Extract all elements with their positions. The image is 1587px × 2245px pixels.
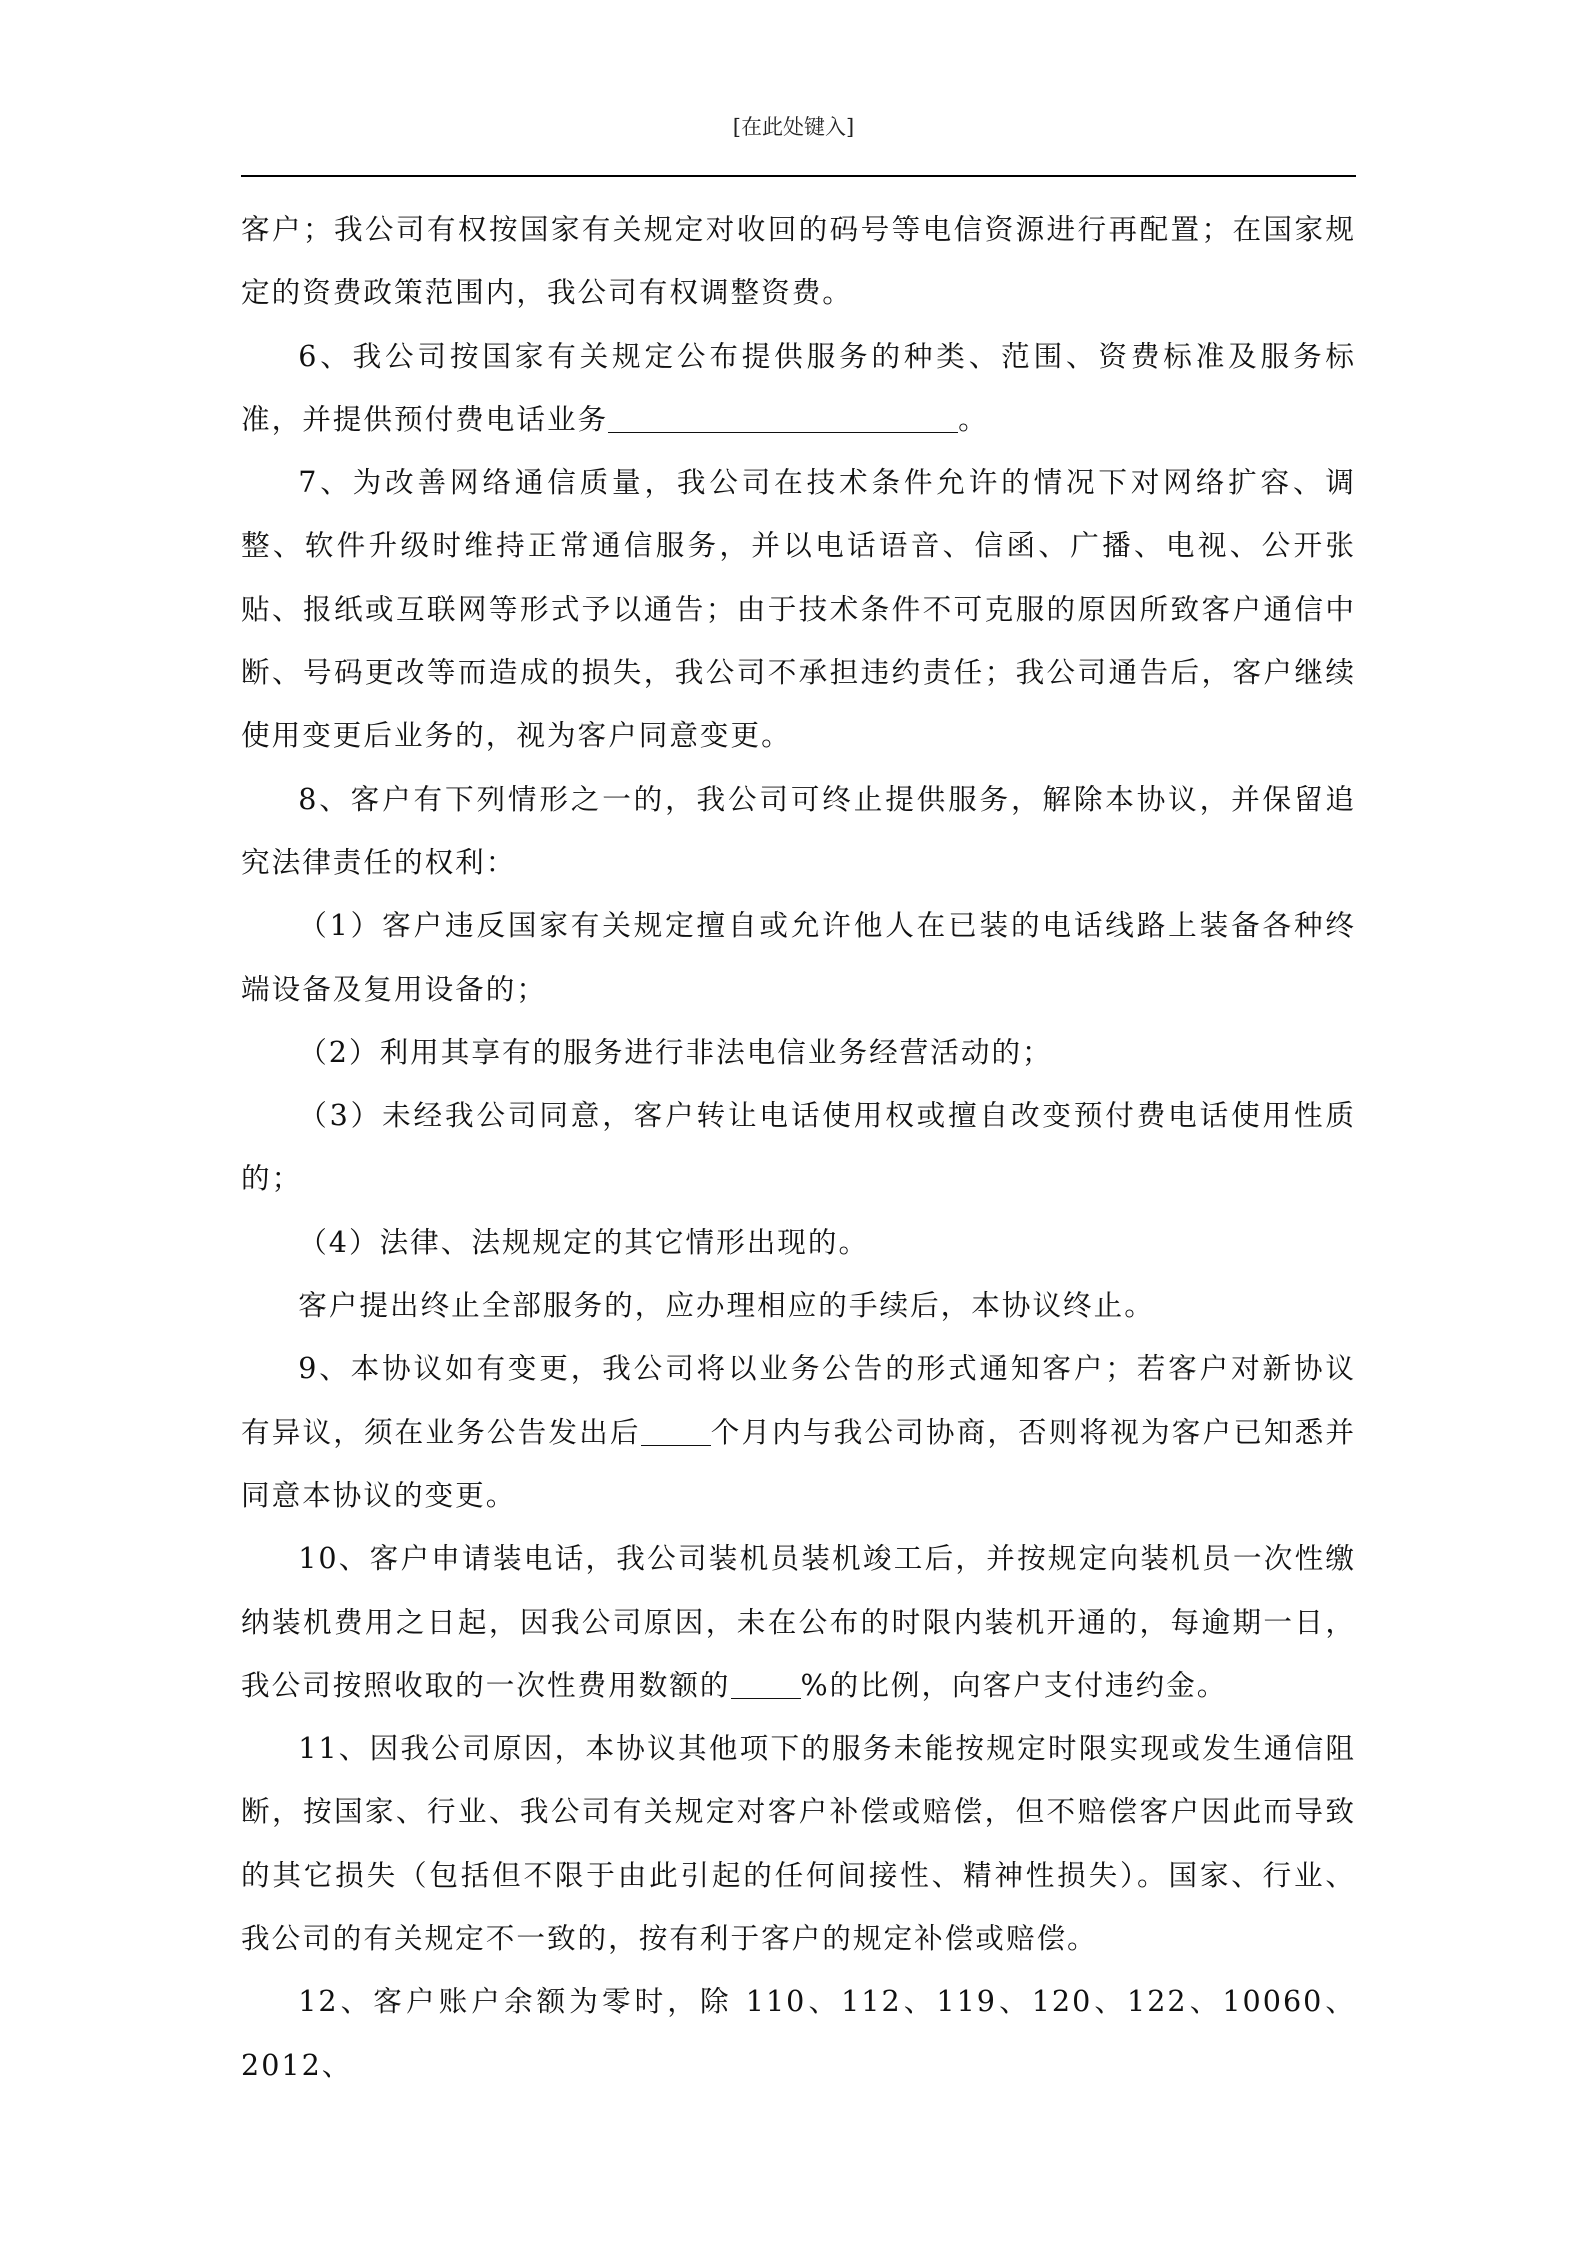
paragraph-6-text: 6、我公司按国家有关规定公布提供服务的种类、范围、资费标准及服务标准，并提供预付费电话业务	[241, 338, 1356, 436]
fill-in-blank	[731, 1668, 801, 1699]
paragraph-7: 7、为改善网络通信质量，我公司在技术条件允许的情况下对网络扩容、调整、软件升级时维持正常通信服务，并以电话语音、信函、广播、电视、公开张贴、报纸或互联网等形式予以通告；由于技术条件不可克服的原因所致客户通信中断、号码更改等而造成的损失，我公司不承担违约责任；我公司通告后，客户继续使用变更后业务的，视为客户同意变更。	[241, 465, 1356, 753]
fill-in-blank	[608, 402, 958, 433]
document-body	[241, 198, 1356, 2097]
paragraph-8-item-2: （2）利用其享有的服务进行非法电信业务经营活动的；	[298, 1034, 1053, 1069]
paragraph-10	[241, 1527, 1356, 1717]
paragraph-8-item-3: （3）未经我公司同意，客户转让电话使用权或擅自改变预付费电话使用性质的；	[241, 1098, 1356, 1196]
page-header: [在此处键入]	[732, 115, 855, 139]
paragraph-12: 12、客户账户余额为零时，除 110、112、119、120、122、10060、2012、	[241, 1984, 1356, 2082]
paragraph-10-text-b: %的比例，向客户支付违约金。	[800, 1667, 1228, 1702]
paragraph-9	[241, 1337, 1356, 1527]
header-divider	[241, 175, 1356, 177]
paragraph-11: 11、因我公司原因，本协议其他项下的服务未能按规定时限实现或发生通信阻断，按国家、行业、我公司有关规定对客户补偿或赔偿，但不赔偿客户因此而导致的其它损失（包括但不限于由此引起的任何间接性、精神性损失）。国家、行业、我公司的有关规定不一致的，按有利于客户的规定补偿或赔偿。	[241, 1731, 1356, 1956]
paragraph-8: 8、客户有下列情形之一的，我公司可终止提供服务，解除本协议，并保留追究法律责任的权利：	[241, 781, 1356, 879]
paragraph-10-text-a: 10、客户申请装电话，我公司装机员装机竣工后，并按规定向装机员一次性缴纳装机费用之日起，因我公司原因，未在公布的时限内装机开通的，每逾期一日，我公司按照收取的一次性费用数额的	[241, 1541, 1356, 1702]
fill-in-blank	[641, 1415, 711, 1446]
paragraph-8-item-1: （1）客户违反国家有关规定擅自或允许他人在已装的电话线路上装备各种终端设备及复用设备的；	[241, 908, 1356, 1006]
paragraph-9-text-a: 9、本协议如有变更，我公司将以业务公告的形式通知客户；若客户对新协议有异议，须在业务公告发出后	[241, 1351, 1356, 1449]
paragraph-6-end: 。	[958, 401, 989, 436]
paragraph-8-item-4: （4）法律、法规规定的其它情形出现的。	[298, 1224, 870, 1259]
paragraph-continuation: 客户；我公司有权按国家有关规定对收回的码号等电信资源进行再配置；在国家规定的资费政策范围内，我公司有权调整资费。	[241, 212, 1356, 310]
paragraph-8-after: 客户提出终止全部服务的，应办理相应的手续后，本协议终止。	[298, 1288, 1155, 1323]
paragraph-9-text-b: 个月内与我公司协商，否则将视为客户已知悉并同意本协议的变更。	[241, 1414, 1356, 1512]
paragraph-6	[241, 325, 1356, 452]
